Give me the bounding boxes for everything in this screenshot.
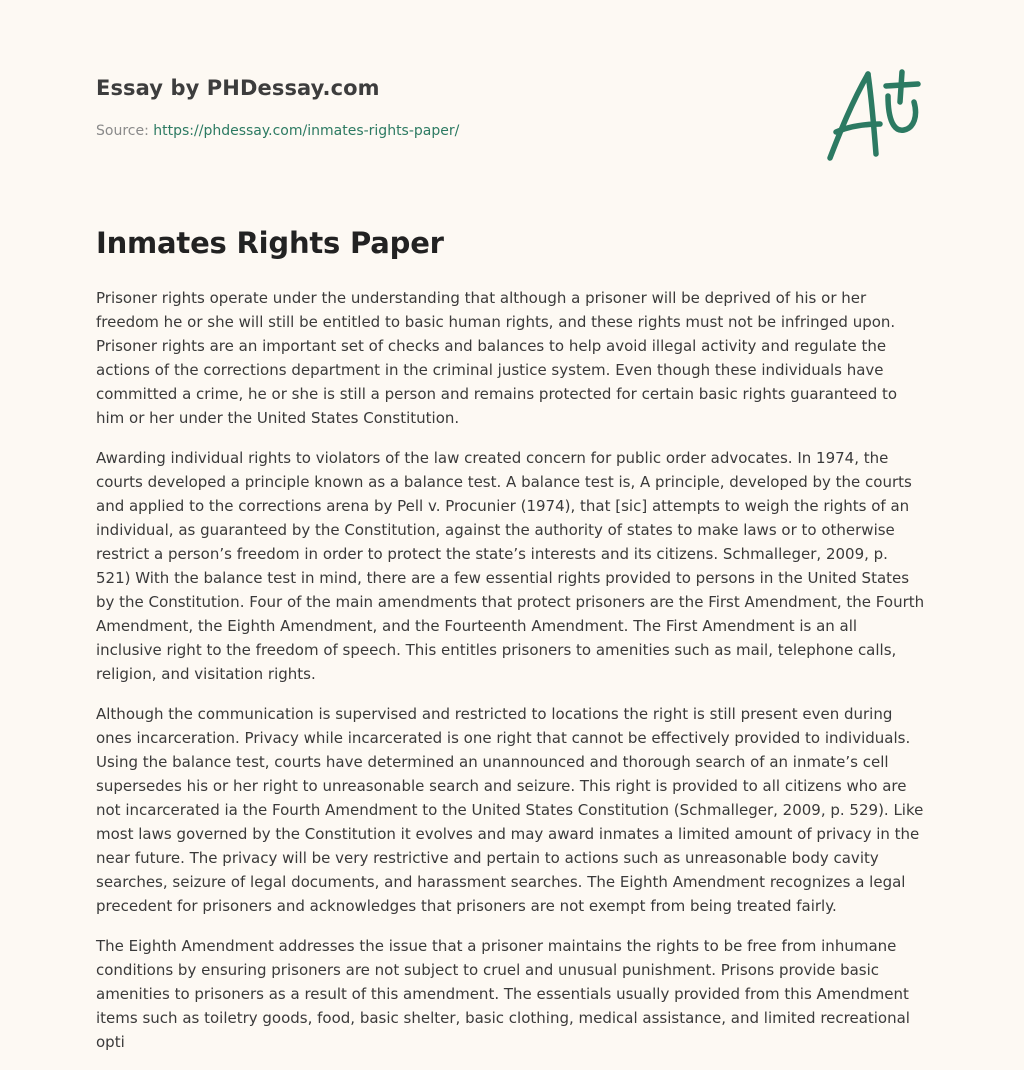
brand-title: Essay by PHDessay.com — [96, 76, 380, 100]
essay-paragraph: The Eighth Amendment addresses the issue that a prisoner maintains the rights to be free from inhumane conditions by ensuring prisoners are not subject to cruel and unusual punishment. Prisons provide basic amenities to prisoners as a result of this amendment. The essentials usually provided from this Amendment items such as toiletry goods, food, basic shelter, basic clothing, medical assistance, and limited recreational opti — [96, 937, 910, 1051]
page-header — [0, 0, 1024, 210]
essay-article — [96, 226, 926, 1070]
essay-paragraph: Awarding individual rights to violators of the law created concern for public order advocates. In 1974, the courts developed a principle known as a balance test. A balance test is, A principle, developed by the courts and applied to the corrections arena by Pell v. Procunier (1974), that [sic] attempts to weigh the rights of an individual, as guaranteed by the Constitution, against the authority of states to make laws or to otherwise restrict a person’s freedom in order to protect the state’s interests and its citizens. Schmalleger, 2009, p. 521) With the balance test in mind, there are a few essential rights provided to persons in the United States by the Constitution. Four of the main amendments that protect prisoners are the First Amendment, the Fourth Amendment, the Eighth Amendment, and the Fourteenth Amendment. The First Amendment is an all inclusive right to the freedom of speech. This entitles prisoners to amenities such as mail, telephone calls, religion, and visitation rights. — [96, 449, 925, 683]
source-label: Source: — [96, 123, 154, 139]
essay-paragraph: Although the communication is supervised and restricted to locations the right is still present even during ones incarceration. Privacy while incarcerated is one right that cannot be effectively provided to individuals. Using the balance test, courts have determined an unannounced and thorough search of an inmate’s cell supersedes his or her right to unreasonable search and seizure. This right is provided to all citizens who are not incarcerated ia the Fourth Amendment to the United States Constitution (Schmalleger, 2009, p. 529). Like most laws governed by the Constitution it evolves and may award inmates a limited amount of privacy in the near future. The privacy will be very restrictive and pertain to actions such as unreasonable body cavity searches, seizure of legal documents, and harassment searches. The Eighth Amendment recognizes a legal precedent for prisoners and acknowledges that prisoners are not exempt from being treated fairly. — [96, 705, 924, 915]
source-line — [96, 123, 459, 139]
essay-title: Inmates Rights Paper — [96, 226, 444, 260]
essay-paragraph: Prisoner rights operate under the understanding that although a prisoner will be deprived of his or her freedom he or she will still be entitled to basic human rights, and these rights must not be infringed upon. Prisoner rights are an important set of checks and balances to help avoid illegal activity and regulate the actions of the corrections department in the criminal justice system. Even though these individuals have committed a crime, he or she is still a person and remains protected for certain basic rights guaranteed to him or her under the United States Constitution. — [96, 289, 898, 427]
a-plus-logo-icon — [818, 62, 930, 166]
source-link[interactable]: https://phdessay.com/inmates-rights-paper/ — [153, 123, 460, 139]
